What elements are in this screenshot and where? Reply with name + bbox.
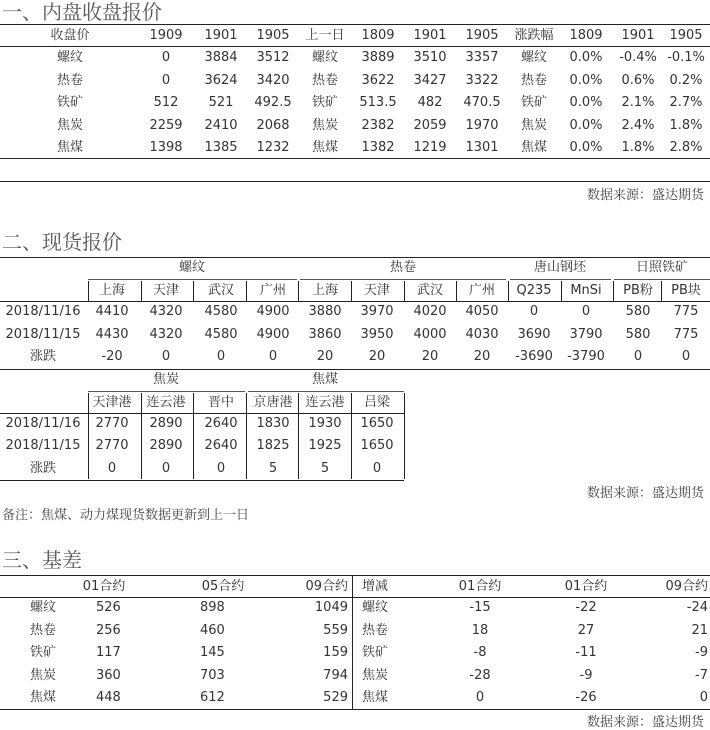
section2-cell: 2640 [204,438,238,453]
section1-header-cell: 1905 [465,28,499,43]
section3-left-cell: 529 [323,690,348,705]
section1-header-cell: 上一日 [305,28,345,43]
section2-cell: 2890 [149,416,183,431]
section2-subheader-cell: 上海 [311,283,338,298]
section1-cell: 0.0% [569,95,603,110]
section3-left-cell: 热卷 [29,623,56,638]
section3-left-cell: 612 [200,690,225,705]
section2-row-label: 2018/11/16 [5,304,81,319]
section3-right-cell: 18 [471,623,489,638]
section2-cell: 4020 [413,304,447,319]
section3-right-cell: -26 [575,690,597,705]
section3-bottom-rule [0,709,710,710]
section3-right-cell: 焦炭 [362,668,389,683]
section2-group2-header: 焦煤 [311,372,338,387]
section2-row-label: 2018/11/15 [5,327,81,342]
section2-cell: 4580 [204,304,238,319]
section2-cell: 0 [581,304,591,319]
section3-right-cell: 螺纹 [362,600,389,615]
section3-left-cell: 螺纹 [29,600,56,615]
section1-cell: 1398 [149,140,183,155]
section3-right-cell: 铁矿 [362,645,389,660]
section2-cell: 0 [633,349,643,364]
section2-cell: 580 [625,304,651,319]
section1-cell: 3622 [361,73,395,88]
section1-cell: -0.1% [667,50,705,65]
section2-cell: 1650 [360,438,394,453]
section2-col-divider [193,281,194,301]
section2-cell: 3970 [360,304,394,319]
section3-header-right-cell: 09合约 [665,579,708,594]
section2-cell: 0 [161,349,171,364]
section2-source: 数据来源：盛达期货 [586,486,704,501]
section1-cell: 0.0% [569,118,603,133]
section2-bottom-rule [0,480,404,481]
section1-cell: 521 [208,95,234,110]
section1-cell: 焦炭 [520,118,547,133]
section1-title: 一、内盘收盘报价 [2,0,162,24]
section3-left-cell: 559 [323,623,348,638]
section2-subheader2-cell: 吕梁 [363,395,390,410]
section1-cell: 0 [161,50,171,65]
section2-cell: 580 [625,327,651,342]
section1-cell: 3427 [413,73,447,88]
section3-left-cell: 焦煤 [29,690,56,705]
section2-cell: 4410 [95,304,129,319]
section2-cell: 20 [316,349,334,364]
section2-subheader-cell: 广州 [468,283,495,298]
section2-group-header: 螺纹 [178,260,205,275]
section1-cell: 0 [161,73,171,88]
section2-cell: 1925 [308,438,342,453]
section1-cell: 热卷 [311,73,338,88]
section2-cell: 0 [529,304,539,319]
section1-cell: 热卷 [56,73,83,88]
section2-note: 备注：焦煤、动力煤现货数据更新到上一日 [2,508,250,523]
section3-left-cell: 焦炭 [29,668,56,683]
section3-right-cell: -8 [473,645,487,660]
section1-cell: 焦煤 [520,140,547,155]
section1-header-cell: 1809 [569,28,603,43]
section1-source-rule [0,181,710,182]
section3-right-cell: 0 [699,690,708,705]
section2-cell: 0 [372,461,382,476]
section3-source: 数据来源：盛达期货 [586,715,704,730]
section3-header-left-cell: 05合约 [201,579,245,594]
section1-cell: 3512 [256,50,290,65]
section3-header-right-cell: 增减 [362,579,389,594]
section1-bottom-rule [0,158,710,159]
section3-left-cell: 460 [200,623,225,638]
section2-subheader2-cell: 连云港 [146,395,186,410]
section2-title: 二、现货报价 [2,230,122,254]
section1-cell: 铁矿 [56,95,83,110]
section1-cell: 螺纹 [56,50,83,65]
section2-cell: 2770 [95,438,129,453]
section3-header-left-cell: 09合约 [305,579,348,594]
section1-header-cell: 1901 [413,28,447,43]
section2-subheader2-cell: 天津港 [92,395,132,410]
section1-cell: 2059 [413,118,447,133]
section1-header-cell: 1905 [256,28,290,43]
section3-right-cell: -7 [695,668,708,683]
section2-col-divider [613,281,614,301]
section2-cell: 4430 [95,327,129,342]
section2-subheader-cell: 天津 [363,283,390,298]
section1-header-cell: 收盘价 [50,28,90,43]
section2-cell: 1825 [256,438,290,453]
section2-cell: 20 [368,349,386,364]
section1-cell: -0.4% [619,50,657,65]
section1-header-cell: 1909 [149,28,183,43]
section3-left-cell: 794 [323,668,348,683]
section3-header-right-cell: 01合约 [458,579,502,594]
section2-cell: 1650 [360,416,394,431]
section1-cell: 2.4% [621,118,655,133]
section1-cell: 3357 [465,50,499,65]
section2-cell: 3950 [360,327,394,342]
section3-left-cell: 145 [200,645,225,660]
section1-cell: 3889 [361,50,395,65]
section1-header-cell: 1809 [361,28,395,43]
section2-cell: 5 [268,461,278,476]
section1-cell: 0.0% [569,140,603,155]
section2-cell: 3790 [569,327,603,342]
section2-cell: 4900 [256,304,290,319]
section2-row-label: 涨跌 [29,349,56,364]
section3-left-cell: 256 [96,623,121,638]
section2-cell: 775 [673,327,699,342]
section1-cell: 470.5 [463,95,501,110]
section3-left-cell: 159 [323,645,348,660]
section1-cell: 2.1% [621,95,655,110]
section3-left-cell: 898 [200,600,225,615]
section1-cell: 焦煤 [56,140,83,155]
section3-left-cell: 1049 [314,600,348,615]
section1-cell: 2.7% [669,95,703,110]
section2-cell: 2770 [95,416,129,431]
section2-cell: 0 [161,461,171,476]
section2-cell: 3860 [308,327,342,342]
section2-cell: 0 [268,349,278,364]
section1-cell: 3624 [204,73,238,88]
section3-right-cell: -11 [575,645,597,660]
section1-cell: 513.5 [359,95,397,110]
section1-source: 数据来源：盛达期货 [586,188,704,203]
section3-right-cell: -9 [579,668,593,683]
section2-col-divider [508,281,509,301]
section2-cell: 3880 [308,304,342,319]
section2-group-header: 唐山钢坯 [533,260,586,275]
section1-cell: 焦煤 [311,140,338,155]
section1-cell: 铁矿 [311,95,338,110]
section2-cell: 20 [421,349,439,364]
section2-subheader-cell: 天津 [152,283,179,298]
section1-cell: 1970 [465,118,499,133]
section3-right-cell: 0 [475,690,485,705]
section3-left-cell: 526 [96,600,121,615]
section1-cell: 0.6% [621,73,655,88]
section3-left-cell: 铁矿 [29,645,56,660]
section1-cell: 2410 [204,118,238,133]
section3-header-right-cell: 01合约 [564,579,608,594]
section2-cell: -20 [101,349,123,364]
section1-cell: 2259 [149,118,183,133]
section2-cell: 4900 [256,327,290,342]
section3-right-cell: 27 [577,623,595,638]
section3-title: 三、基差 [2,548,82,572]
section2-cell: 0 [216,461,226,476]
section3-right-cell: -28 [469,668,491,683]
section1-cell: 螺纹 [311,50,338,65]
section1-cell: 3420 [256,73,290,88]
section1-cell: 1219 [413,140,447,155]
section1-cell: 3322 [465,73,499,88]
section1-cell: 1232 [256,140,290,155]
section1-cell: 1385 [204,140,238,155]
section2-cell: 1830 [256,416,290,431]
section2-col-divider [456,281,457,301]
section3-left-cell: 703 [200,668,225,683]
section2-cell: 4000 [413,327,447,342]
section1-cell: 0.2% [669,73,703,88]
section1-cell: 482 [417,95,443,110]
section2-cell: 2640 [204,416,238,431]
section1-cell: 1301 [465,140,499,155]
section2-cell: 3690 [517,327,551,342]
section2-cell: 4320 [149,327,183,342]
section1-header-cell: 涨跌幅 [514,28,554,43]
section1-cell: 0.0% [569,50,603,65]
section2-cell: 20 [473,349,491,364]
section2-subheader-cell: 武汉 [207,283,234,298]
section2-cell: 4320 [149,304,183,319]
section1-cell: 3884 [204,50,238,65]
section2-subheader-cell: 武汉 [416,283,443,298]
section1-cell: 1.8% [669,118,703,133]
section2-row2-label: 2018/11/16 [5,416,81,431]
section2-subheader2-cell: 京唐港 [253,395,293,410]
section3-header-left-cell: 01合约 [82,579,126,594]
section2-cell: 4030 [465,327,499,342]
section2-subheader-cell: Q235 [516,283,552,298]
section3-right-cell: 21 [691,623,708,638]
section1-cell: 2382 [361,118,395,133]
section1-header-cell: 1905 [669,28,703,43]
section3-right-cell: -15 [469,600,491,615]
section2-cell: 4580 [204,327,238,342]
section2-col-divider [88,281,89,301]
section3-left-cell: 360 [96,668,121,683]
section2-cell: -3690 [515,349,553,364]
section2-col-divider [404,393,405,479]
section3-right-cell: -22 [575,600,597,615]
section1-cell: 热卷 [520,73,547,88]
section2-cell: 775 [673,304,699,319]
section1-cell: 0.0% [569,73,603,88]
section2-col-divider [246,281,247,301]
section3-right-cell: -9 [695,645,708,660]
section1-cell: 焦炭 [56,118,83,133]
section2-subheader2-cell: 连云港 [305,395,345,410]
section1-header-cell: 1901 [621,28,655,43]
section2-subheader2-cell: 晋中 [207,395,234,410]
section2-col-divider [561,281,562,301]
section2-col-divider [351,281,352,301]
section2-cell: 0 [107,461,117,476]
section1-cell: 492.5 [254,95,292,110]
section2-row2-label: 涨跌 [29,461,56,476]
section2-subheader-cell: PB块 [671,283,701,298]
section2-subheader-cell: MnSi [570,283,602,298]
section2-group2-header: 焦炭 [152,372,179,387]
section1-cell: 铁矿 [520,95,547,110]
section3-left-cell: 117 [96,645,121,660]
section1-cell: 512 [153,95,179,110]
section2-subheader-cell: 广州 [259,283,286,298]
section1-cell: 3510 [413,50,447,65]
section1-cell: 2.8% [669,140,703,155]
section2-cell: -3790 [567,349,605,364]
section2-col-divider [141,281,142,301]
section1-cell: 螺纹 [520,50,547,65]
section2-cell: 4050 [465,304,499,319]
section1-cell: 1382 [361,140,395,155]
section2-col-divider [298,281,299,301]
section2-group-header: 日照铁矿 [635,260,688,275]
section2-cell: 0 [216,349,226,364]
section1-cell: 2068 [256,118,290,133]
section1-cell: 焦炭 [311,118,338,133]
section1-cell: 1.8% [621,140,655,155]
section2-subheader-cell: PB粉 [623,283,653,298]
section3-left-cell: 448 [96,690,121,705]
section2-col-divider [404,281,405,301]
section2-col-divider [661,281,662,301]
section2-cell: 1930 [308,416,342,431]
section2-cell: 5 [320,461,330,476]
section3-right-cell: 热卷 [362,623,389,638]
section1-header-cell: 1901 [204,28,238,43]
section2-cell: 0 [681,349,691,364]
section3-right-cell: 焦煤 [362,690,389,705]
section2-row2-label: 2018/11/15 [5,438,81,453]
section2-cell: 2890 [149,438,183,453]
section2-subheader-cell: 上海 [98,283,125,298]
section2-group-header: 热卷 [389,260,416,275]
section3-right-cell: -24 [686,600,708,615]
section3-center-divider [352,576,353,709]
